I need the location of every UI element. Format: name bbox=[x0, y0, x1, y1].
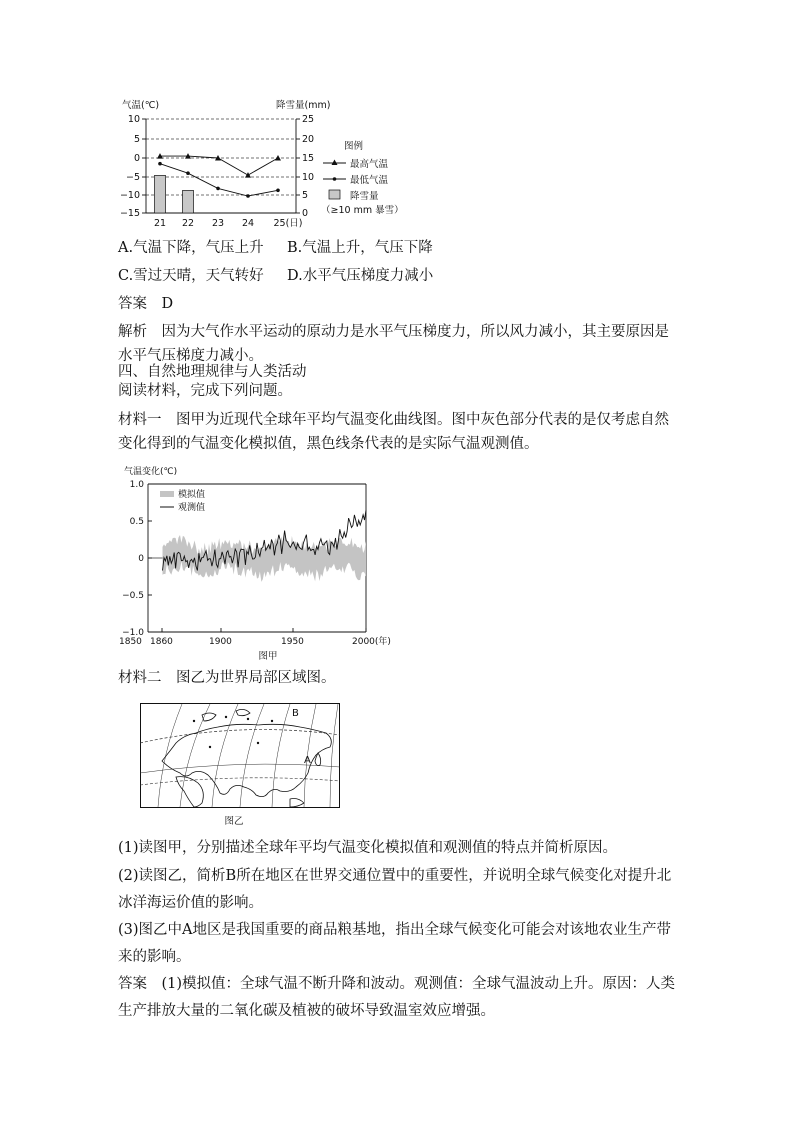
option-d: D.水平气压梯度力减小 bbox=[287, 268, 434, 284]
question-2: (2)读图乙，简析B所在地区在世界交通位置中的重要性，并说明全球气候变化对提升北冰洋海运价值的影响。 bbox=[118, 868, 672, 911]
legend-snow: 降雪量 bbox=[350, 191, 379, 202]
legend-max: 最高气温 bbox=[350, 159, 389, 170]
right-axis-label: 降雪量(mm) bbox=[276, 100, 331, 111]
x-tick: 24 bbox=[241, 218, 255, 229]
min-temp-marker-icon bbox=[333, 177, 337, 181]
material-1: 材料一 图甲为近现代全球年平均气温变化曲线图。图中灰色部分代表的是仅考虑自然变化得到的气温变化模拟值，黑色线条代表的是实际气温观测值。 bbox=[118, 412, 669, 452]
question-1: (1)读图甲，分别描述全球年平均气温变化模拟值和观测值的特点并简析原因。 bbox=[118, 840, 618, 856]
legend-simulated: 模拟值 bbox=[178, 490, 206, 500]
max-temp-point bbox=[275, 155, 281, 161]
left-axis-label: 气温(℃) bbox=[122, 100, 160, 111]
chart2-ylabel: 气温变化(℃) bbox=[124, 467, 178, 477]
max-temp-marker-icon bbox=[332, 160, 338, 166]
y-tick: −5 bbox=[125, 172, 140, 183]
snow-bar bbox=[183, 190, 194, 213]
y-tick: −10 bbox=[119, 190, 140, 201]
y-tick: 5 bbox=[133, 134, 140, 145]
x-tick: 2000(年) bbox=[352, 637, 391, 647]
y2-tick: 15 bbox=[302, 153, 315, 164]
x-tick: 25(日) bbox=[273, 218, 303, 229]
min-temp-point bbox=[186, 171, 190, 175]
map-label-a: A bbox=[304, 755, 311, 766]
gridlines bbox=[146, 119, 296, 195]
temperature-anomaly-chart bbox=[118, 462, 428, 662]
min-temp-point bbox=[246, 194, 250, 198]
section-title: 四、自然地理规律与人类活动 bbox=[118, 364, 307, 380]
x-tick: 21 bbox=[153, 218, 167, 229]
x-tick: 22 bbox=[181, 218, 195, 229]
min-temp-point bbox=[158, 162, 162, 166]
snow-bar-swatch-icon bbox=[329, 190, 340, 199]
instruction: 阅读材料，完成下列问题。 bbox=[118, 383, 292, 399]
answer-2: 答案 (1)模拟值：全球气温不断升降和波动。观测值：全球气温波动上升。原因：人类生产排放大量的二氧化碳及植被的破坏导致温室效应增强。 bbox=[118, 976, 676, 1019]
min-temp-point bbox=[276, 189, 280, 193]
y2-tick: 5 bbox=[302, 190, 309, 201]
x-tick: 1950 bbox=[281, 637, 304, 647]
y2-tick: 25 bbox=[302, 114, 315, 125]
material-2: 材料二 图乙为世界局部区域图。 bbox=[118, 670, 336, 686]
option-c: C.雪过天晴，天气转好 bbox=[118, 268, 264, 284]
x-tick: 1850 bbox=[119, 637, 142, 647]
legend-snow-note: （≥10 mm 暴雪） bbox=[321, 205, 404, 216]
y2-tick: 0 bbox=[302, 208, 309, 219]
y-tick: −15 bbox=[119, 208, 140, 219]
map-label-b: B bbox=[292, 708, 299, 719]
x-tick: 1900 bbox=[209, 637, 232, 647]
y-tick: 10 bbox=[127, 114, 140, 125]
y2-tick: 20 bbox=[302, 134, 315, 145]
option-b: B.气温上升，气压下降 bbox=[287, 240, 433, 256]
answer-1: 答案 D bbox=[118, 296, 174, 312]
simulated-swatch-icon bbox=[160, 491, 174, 497]
snow-bar bbox=[155, 175, 166, 213]
y-tick: 1.0 bbox=[129, 480, 144, 490]
x-tick: 23 bbox=[211, 218, 225, 229]
y-tick: −0.5 bbox=[122, 591, 144, 601]
figure-caption-jia: 图甲 bbox=[258, 651, 278, 662]
world-region-map bbox=[140, 703, 342, 828]
figure-caption-yi: 图乙 bbox=[224, 816, 244, 827]
x-tick: 1860 bbox=[150, 637, 173, 647]
legend-min: 最低气温 bbox=[350, 175, 389, 186]
y2-tick: 10 bbox=[302, 172, 315, 183]
max-temp-point bbox=[245, 172, 251, 178]
legend-observed: 观测值 bbox=[178, 503, 206, 513]
temperature-snowfall-chart bbox=[118, 96, 418, 232]
y-tick: 0 bbox=[133, 153, 140, 164]
min-temp-point bbox=[216, 187, 220, 191]
legend-title: 图例 bbox=[344, 141, 364, 152]
option-a: A.气温下降，气压上升 bbox=[118, 240, 264, 256]
y-tick: −1.0 bbox=[122, 628, 144, 638]
analysis: 解析 因为大气作水平运动的原动力是水平气压梯度力，所以风力减小，其主要原因是水平气压梯度力减小。 bbox=[118, 324, 669, 364]
y-tick: 0.5 bbox=[129, 517, 144, 527]
y-tick: 0 bbox=[138, 554, 144, 564]
question-3: (3)图乙中A地区是我国重要的商品粮基地，指出全球气候变化可能会对该地农业生产带来的影响。 bbox=[118, 922, 672, 965]
